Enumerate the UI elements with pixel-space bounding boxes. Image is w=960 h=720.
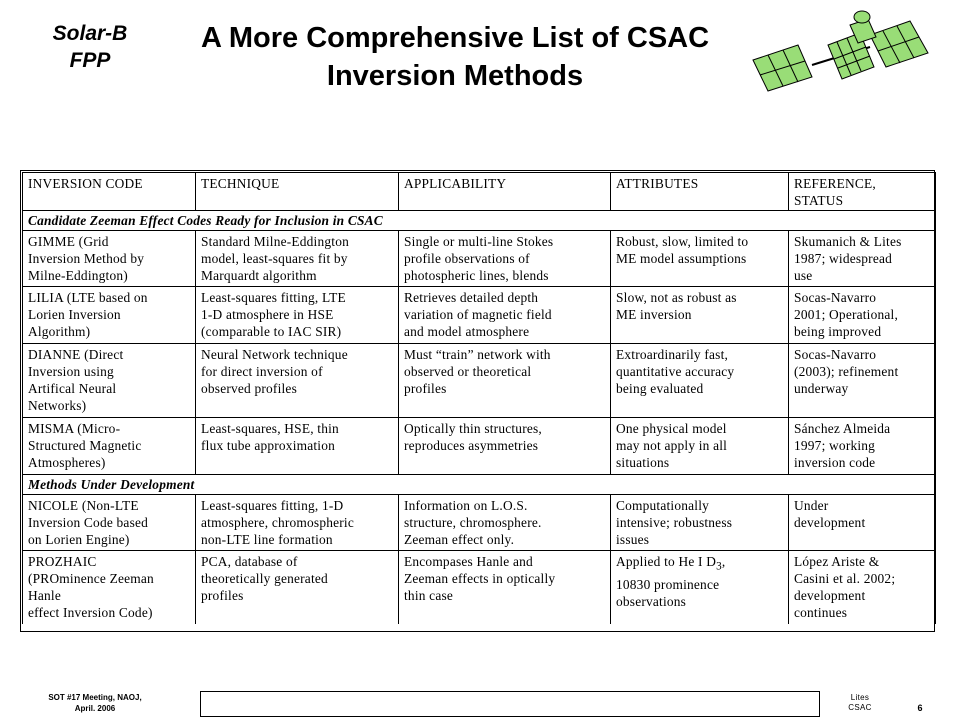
- telescope-cap: [854, 11, 870, 23]
- cell-line: Algorithm): [28, 324, 91, 339]
- cell-line: continues: [794, 605, 848, 620]
- cell-line: Retrieves detailed depth: [404, 290, 539, 305]
- cell-technique: [196, 344, 399, 418]
- cell-line: Inversion using: [28, 364, 114, 379]
- cell-code: [23, 287, 196, 344]
- cell-line: use: [794, 268, 813, 283]
- cell-line: Artifical Neural: [28, 381, 117, 396]
- table-header-row: [23, 173, 936, 211]
- cell-line: Zeeman effect only.: [404, 532, 515, 547]
- cell-line: Inversion Code based: [28, 515, 149, 530]
- satellite-icon: [750, 5, 950, 105]
- cell-line: may not apply in all: [616, 438, 728, 453]
- cell-code: [23, 231, 196, 287]
- cell-line: Computationally: [616, 498, 710, 513]
- cell-line: effect Inversion Code): [28, 605, 153, 620]
- cell-line: López Ariste &: [794, 554, 880, 569]
- cell-line: reproduces asymmetries: [404, 438, 539, 453]
- cell-applicability: [399, 287, 611, 344]
- cell-line: profiles: [404, 381, 447, 396]
- cell-line: being evaluated: [616, 381, 704, 396]
- cell-line: Zeeman effects in optically: [404, 571, 556, 586]
- header-applicability: APPLICABILITY: [399, 173, 611, 211]
- header-inversion-code: INVERSION CODE: [23, 173, 196, 211]
- cell-technique: [196, 287, 399, 344]
- cell-line: Extroardinarily fast,: [616, 347, 729, 362]
- cell-line: Least-squares fitting, LTE: [201, 290, 346, 305]
- cell-attributes: [611, 231, 789, 287]
- cell-line: Must “train” network with: [404, 347, 551, 362]
- cell-line: 1997; working: [794, 438, 876, 453]
- cell-line: Marquardt algorithm: [201, 268, 317, 283]
- cell-line: GIMME (Grid: [28, 234, 109, 249]
- cell-line: observed or theoretical: [404, 364, 532, 379]
- cell-line: (2003); refinement: [794, 364, 899, 379]
- cell-line: for direct inversion of: [201, 364, 323, 379]
- he-line-prefix: Applied to He I D: [616, 554, 717, 569]
- cell-line: Skumanich & Lites: [794, 234, 902, 249]
- section-row: [23, 211, 936, 231]
- cell-line: Optically thin structures,: [404, 421, 542, 436]
- cell-line: situations: [616, 455, 670, 470]
- cell-line: Robust, slow, limited to: [616, 234, 749, 249]
- cell-code: [23, 418, 196, 475]
- cell-technique: [196, 495, 399, 551]
- cell-line: One physical model: [616, 421, 727, 436]
- footer-box: [200, 691, 820, 717]
- cell-reference: [789, 418, 936, 475]
- table-row: [23, 231, 936, 287]
- slide-title-line2: Inversion Methods: [326, 60, 584, 92]
- cell-line: Lorien Inversion: [28, 307, 121, 322]
- header-reference: [789, 173, 936, 211]
- header-reference-line2: STATUS: [794, 193, 844, 208]
- footer-author-line2: CSAC: [848, 703, 872, 712]
- cell-line: inversion code: [794, 455, 876, 470]
- cell-line: Casini et al. 2002;: [794, 571, 896, 586]
- cell-line: 2001; Operational,: [794, 307, 899, 322]
- header-technique: TECHNIQUE: [196, 173, 399, 211]
- cell-attributes: [611, 551, 789, 625]
- cell-line: Least-squares fitting, 1-D: [201, 498, 344, 513]
- cell-line: Socas-Navarro: [794, 347, 877, 362]
- cell-line: model, least-squares fit by: [201, 251, 348, 266]
- cell-line: quantitative accuracy: [616, 364, 735, 379]
- slide-title-line1: A More Comprehensive List of CSAC: [200, 22, 710, 54]
- cell-attributes: [611, 287, 789, 344]
- cell-reference: [789, 551, 936, 625]
- cell-line: atmosphere, chromospheric: [201, 515, 354, 530]
- corner-label-line1: Solar-B: [52, 22, 128, 45]
- cell-line: Slow, not as robust as: [616, 290, 737, 305]
- cell-line: development: [794, 515, 866, 530]
- cell-line: ME model assumptions: [616, 251, 747, 266]
- cell-line: Networks): [28, 398, 87, 413]
- cell-line: (PROminence Zeeman: [28, 571, 154, 586]
- cell-attributes: [611, 495, 789, 551]
- cell-line: ME inversion: [616, 307, 692, 322]
- footer-meeting-line1: SOT #17 Meeting, NAOJ,: [48, 693, 142, 702]
- inversion-methods-table: [22, 172, 936, 624]
- section-row: [23, 475, 936, 495]
- cell-line: on Lorien Engine): [28, 532, 130, 547]
- cell-line: non-LTE line formation: [201, 532, 333, 547]
- footer-author: [830, 693, 890, 713]
- cell-attributes: [611, 418, 789, 475]
- cell-line: DIANNE (Direct: [28, 347, 124, 362]
- cell-line: Information on L.O.S.: [404, 498, 528, 513]
- header-reference-line1: REFERENCE,: [794, 176, 876, 191]
- cell-line: MISMA (Micro-: [28, 421, 121, 436]
- cell-line: Neural Network technique: [201, 347, 348, 362]
- cell-reference: [789, 495, 936, 551]
- table-row: [23, 418, 936, 475]
- slide-title: [160, 19, 750, 95]
- page-number: 6: [917, 703, 923, 713]
- cell-line: structure, chromosphere.: [404, 515, 542, 530]
- section-heading-candidate: Candidate Zeeman Effect Codes Ready for Inclusion in CSAC: [23, 211, 936, 231]
- cell-line: and model atmosphere: [404, 324, 530, 339]
- cell-line: Hanle: [28, 588, 61, 603]
- cell-line: thin case: [404, 588, 454, 603]
- footer-meeting: [10, 692, 180, 714]
- cell-line: flux tube approximation: [201, 438, 336, 453]
- cell-line: underway: [794, 381, 849, 396]
- cell-line: 1987; widespread: [794, 251, 893, 266]
- cell-line: LILIA (LTE based on: [28, 290, 148, 305]
- table-row: [23, 551, 936, 625]
- table-row: [23, 495, 936, 551]
- section-heading-development: Methods Under Development: [23, 475, 936, 495]
- cell-line: (comparable to IAC SIR): [201, 324, 342, 339]
- cell-technique: [196, 231, 399, 287]
- cell-line: intensive; robustness: [616, 515, 733, 530]
- cell-line: Milne-Eddington): [28, 268, 128, 283]
- cell-line: Least-squares, HSE, thin: [201, 421, 339, 436]
- cell-code: [23, 495, 196, 551]
- footer-meeting-line2: April. 2006: [74, 704, 116, 713]
- cell-line: observed profiles: [201, 381, 297, 396]
- cell-applicability: [399, 231, 611, 287]
- cell-line: [616, 553, 784, 576]
- cell-code: [23, 344, 196, 418]
- cell-line: variation of magnetic field: [404, 307, 552, 322]
- cell-line: PCA, database of: [201, 554, 298, 569]
- cell-line: Standard Milne-Eddington: [201, 234, 349, 249]
- cell-line: Sánchez Almeida: [794, 421, 891, 436]
- cell-reference: [789, 231, 936, 287]
- he-line-suffix: ,: [721, 554, 726, 569]
- cell-attributes: [611, 344, 789, 418]
- cell-line: Single or multi-line Stokes: [404, 234, 554, 249]
- cell-line: photospheric lines, blends: [404, 268, 549, 283]
- cell-attributes-rest: [616, 576, 784, 610]
- cell-line: Encompases Hanle and: [404, 554, 533, 569]
- cell-applicability: [399, 418, 611, 475]
- cell-line: 10830 prominence: [616, 576, 720, 592]
- corner-label: [30, 20, 150, 74]
- cell-line: profile observations of: [404, 251, 530, 266]
- cell-applicability: [399, 344, 611, 418]
- cell-line: Structured Magnetic: [28, 438, 142, 453]
- corner-label-line2: FPP: [69, 49, 111, 72]
- cell-line: being improved: [794, 324, 882, 339]
- cell-line: PROZHAIC: [28, 554, 97, 569]
- header-attributes: ATTRIBUTES: [611, 173, 789, 211]
- cell-technique: [196, 418, 399, 475]
- cell-technique: [196, 551, 399, 625]
- cell-line: Under: [794, 498, 829, 513]
- he-line-subscript: 3: [716, 560, 722, 573]
- cell-line: 1-D atmosphere in HSE: [201, 307, 334, 322]
- cell-applicability: [399, 495, 611, 551]
- cell-line: profiles: [201, 588, 244, 603]
- cell-line: observations: [616, 593, 687, 609]
- cell-line: Socas-Navarro: [794, 290, 877, 305]
- footer-author-line1: Lites: [850, 693, 870, 702]
- cell-line: Inversion Method by: [28, 251, 145, 266]
- cell-reference: [789, 344, 936, 418]
- cell-line: theoretically generated: [201, 571, 328, 586]
- cell-code: [23, 551, 196, 625]
- cell-applicability: [399, 551, 611, 625]
- table-row: [23, 287, 936, 344]
- cell-line: Atmospheres): [28, 455, 106, 470]
- cell-reference: [789, 287, 936, 344]
- table-row: [23, 344, 936, 418]
- cell-line: issues: [616, 532, 650, 547]
- cell-line: development: [794, 588, 866, 603]
- cell-line: NICOLE (Non-LTE: [28, 498, 139, 513]
